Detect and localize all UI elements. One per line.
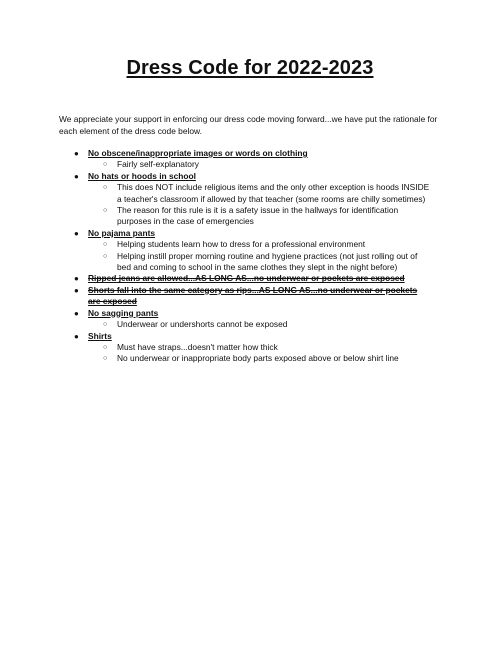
sub-list-item bbox=[88, 251, 432, 274]
sub-list-item bbox=[88, 205, 432, 228]
hollow-bullet-icon: ○ bbox=[103, 343, 108, 351]
dress-code-list bbox=[72, 148, 432, 365]
rule-heading: No obscene/inappropriate images or words on clothing bbox=[88, 148, 308, 158]
list-item bbox=[72, 171, 432, 228]
list-item bbox=[72, 148, 432, 171]
bullet-icon: ● bbox=[74, 171, 79, 181]
sub-list-item bbox=[88, 182, 432, 205]
rule-heading: No pajama pants bbox=[88, 227, 156, 238]
rule-detail: No underwear or inappropriate body parts exposed above or below shirt line bbox=[117, 353, 399, 364]
list-item bbox=[72, 308, 432, 331]
rule-heading: Ripped jeans are allowed...AS LONG AS...no underwear or pockets are exposed bbox=[88, 273, 405, 284]
hollow-bullet-icon: ○ bbox=[103, 161, 108, 169]
sub-list-item bbox=[88, 342, 432, 353]
rule-detail: The reason for this rule is it is a safety issue in the hallways for identification purposes in the case of emergencies bbox=[117, 205, 399, 227]
hollow-bullet-icon: ○ bbox=[103, 207, 108, 215]
bullet-icon: ● bbox=[74, 274, 79, 284]
list-item bbox=[72, 285, 432, 308]
bullet-icon: ● bbox=[74, 228, 79, 238]
hollow-bullet-icon: ○ bbox=[103, 252, 108, 260]
hollow-bullet-icon: ○ bbox=[103, 321, 108, 329]
intro-paragraph: We appreciate your support in enforcing our dress code moving forward...we have put the rationale for each element of the dress code below. bbox=[59, 114, 438, 136]
bullet-icon: ● bbox=[74, 308, 79, 318]
rule-detail: Helping students learn how to dress for a professional environment bbox=[117, 239, 366, 250]
sub-list-item bbox=[88, 319, 432, 330]
sub-list bbox=[88, 319, 432, 330]
sub-list bbox=[88, 182, 432, 228]
rule-heading: No hats or hoods in school bbox=[88, 170, 196, 181]
bullet-icon: ● bbox=[74, 331, 79, 341]
rule-detail: Underwear or undershorts cannot be exposed bbox=[117, 319, 288, 330]
list-item bbox=[72, 273, 432, 284]
bullet-icon: ● bbox=[74, 149, 79, 158]
list-item bbox=[72, 331, 432, 365]
rule-heading: Shorts fall into the same category as rips...AS LONG AS...no underwear or pockets are exposed bbox=[88, 284, 418, 307]
list-item bbox=[72, 228, 432, 274]
sub-list bbox=[88, 159, 432, 170]
bullet-icon: ● bbox=[74, 285, 79, 295]
sub-list bbox=[88, 239, 432, 273]
rule-detail: Must have straps...doesn't matter how thick bbox=[117, 341, 278, 352]
rule-detail: Fairly self-explanatory bbox=[117, 159, 199, 170]
sub-list-item bbox=[88, 239, 432, 250]
sub-list-item bbox=[88, 159, 432, 170]
hollow-bullet-icon: ○ bbox=[103, 241, 108, 249]
sub-list bbox=[88, 342, 432, 365]
rule-detail: Helping instill proper morning routine and hygiene practices (not just rolling out of bed and coming to school in the same clothes they slept in the night before) bbox=[117, 250, 418, 273]
sub-list-item bbox=[88, 353, 432, 364]
hollow-bullet-icon: ○ bbox=[103, 184, 108, 192]
hollow-bullet-icon: ○ bbox=[103, 355, 108, 363]
rule-heading: No sagging pants bbox=[88, 307, 159, 318]
rule-detail: This does NOT include religious items and the only other exception is hoods INSIDE a teacher's classroom if allowed by that teacher (some rooms are chilly sometimes) bbox=[117, 182, 430, 204]
page-title: Dress Code for 2022-2023 bbox=[126, 57, 374, 79]
rule-heading: Shirts bbox=[88, 330, 112, 341]
